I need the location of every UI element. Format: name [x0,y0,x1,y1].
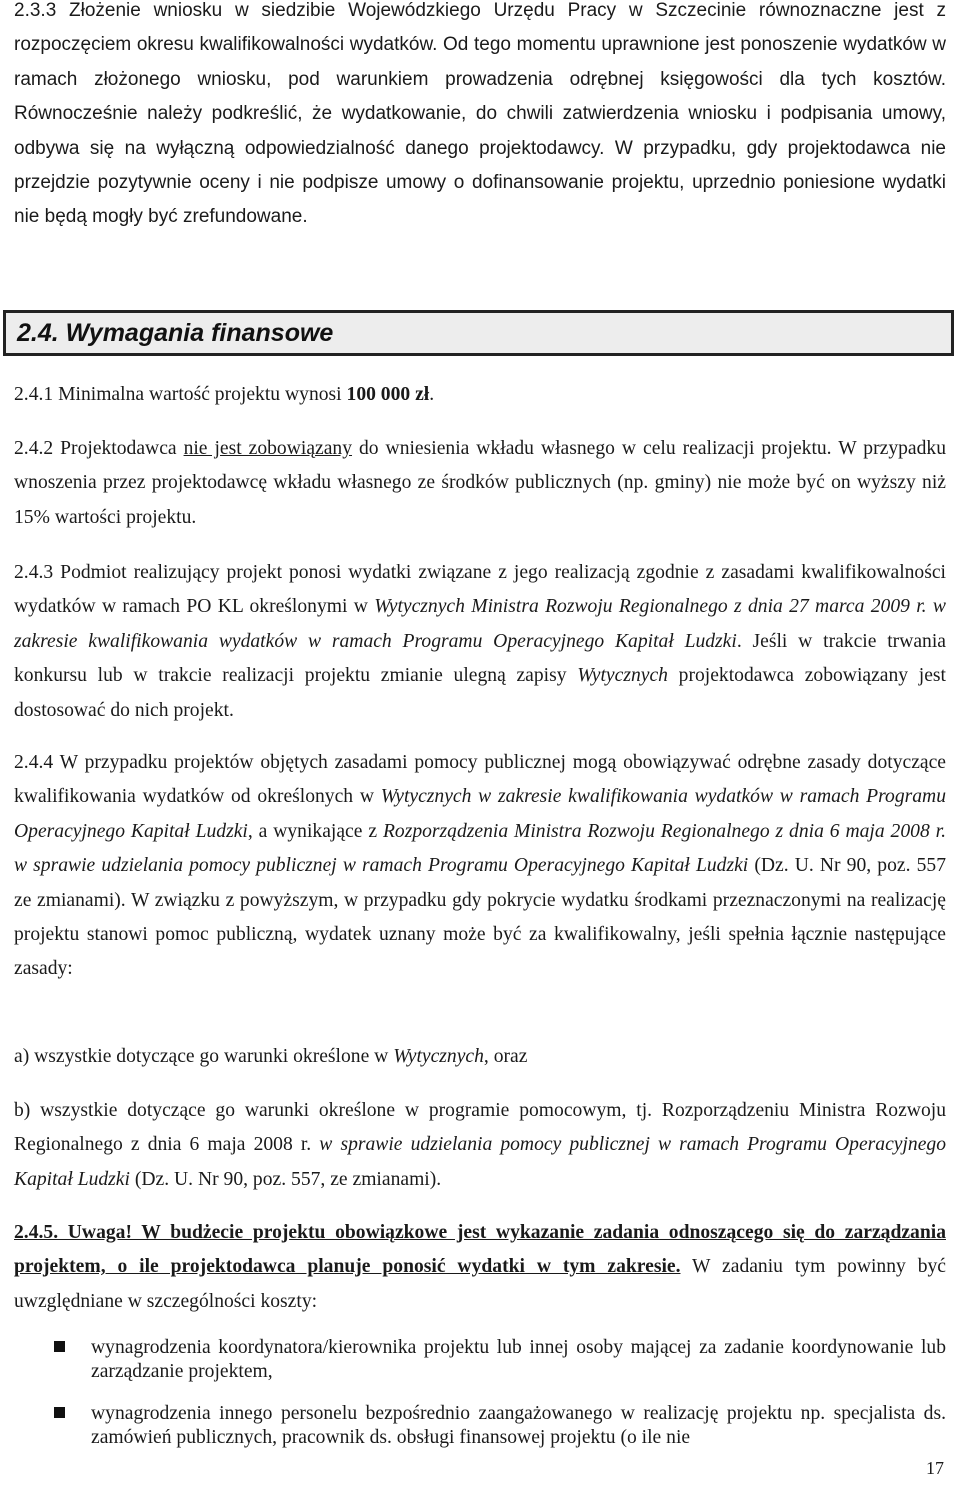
paragraph-2-4-5-text: W zadaniu tym powinny być uwzględniane w szczególności koszty: [14,1256,946,1312]
square-bullet-icon [54,1341,65,1352]
square-bullet-icon [54,1407,65,1418]
paragraph-2-4-4-t3: (Dz. U. Nr 90, poz. 557 ze zmianami). W związku z powyższym, w przypadku gdy pokrycie wydatku środkami przeznaczonymi na realizację projektu stanowi pomoc publiczną, wydatek uznany może być za kwalifikowalny, jeśli spełnia łącznie następujące zasady: [14,855,946,980]
paragraph-2-3-3: 2.3.3 Złożenie wniosku w siedzibie Wojewódzkiego Urzędu Pracy w Szczecinie równoznaczne jest z rozpoczęciem okresu kwalifikowalności wydatków. Od tego momentu uprawnione jest ponoszenie wydatków w ramach złożonego wniosku, pod warunkiem prowadzenia odrębnej księgowości dla tych kosztów. Równocześnie należy podkreślić, że wydatkowanie, do chwili zatwierdzenia wniosku i podpisania umowy, odbywa się na wyłączną odpowiedzialność danego projektodawcy. W przypadku, gdy projektodawca nie przejdzie pozytywnie oceny i nie podpisze umowy o dofinansowanie projektu, uprzednio poniesione wydatki nie będą mogły być zrefundowane. [14,0,946,228]
not-obliged-underlined: nie jest zobowiązany [183,438,353,459]
paragraph-2-4-1-end: . [429,384,435,405]
bullet-item [14,1336,946,1384]
paragraph-2-4-3-i1: Wytycznych Ministra Rozwoju Regionalnego z dnia 27 marca 2009 r. w zakresie kwalifikowania wydatków w ramach Programu Operacyjnego Kapitał Ludzki [14,596,946,652]
paragraph-2-4-2-text-a: 2.4.2 Projektodawca [14,438,184,459]
paragraph-2-4-3-i2: Wytycznych [577,665,668,687]
list-item-b-t2: (Dz. U. Nr 90, poz. 557, ze zmianami). [129,1168,442,1190]
list-item-b [14,1094,946,1197]
section-heading: 2.4. Wymagania finansowe [17,319,334,347]
paragraph-2-4-4-i1: Wytycznych w zakresie kwalifikowania wydatków w ramach Programu Operacyjnego Kapitał Ludzki [14,786,946,842]
notice-bold-underlined: 2.4.5. Uwaga! W budżecie projektu obowiązkowe jest wykazanie zadania odnoszącego się do zarządzania projektem, o ile projektodawca planuje ponosić wydatki w tym zakresie. [14,1222,946,1278]
minimum-value-amount: 100 000 zł [346,384,430,405]
section-heading-box [3,310,954,356]
paragraph-2-4-4-i2: Rozporządzenia Ministra Rozwoju Regionalnego z dnia 6 maja 2008 r. w sprawie udzielania pomocy publicznej w ramach Programu Operacyjnego Kapitał Ludzki [14,820,946,877]
list-item-b-i1: w sprawie udzielania pomocy publicznej w ramach Programu Operacyjnego Kapitał Ludzki [14,1134,946,1190]
list-item-a [14,1040,946,1074]
paragraph-2-4-2-text-b: do wniesienia wkładu własnego w celu realizacji projektu. W przypadku wnoszenia przez projektodawcę wkładu własnego ze środków publicznych (np. gminy) nie może być on wyższy niż 15% wartości projektu. [14,438,946,528]
paragraph-2-4-5 [14,1216,946,1319]
paragraph-2-4-1 [14,378,946,412]
bullet-text: wynagrodzenia koordynatora/kierownika projektu lub innej osoby mającej za zadanie koordynowanie lub zarządzanie projektem, [91,1337,946,1382]
paragraph-2-4-4 [14,746,946,987]
paragraph-2-4-1-text: 2.4.1 Minimalna wartość projektu wynosi [14,384,347,405]
bullet-text: wynagrodzenia innego personelu bezpośrednio zaangażowanego w realizację projektu np. specjalista ds. zamówień publicznych, pracownik ds. obsługi finansowej projektu (o ile nie [91,1403,946,1448]
list-item-b-t1: b) wszystkie dotyczące go warunki określone w programie pomocowym, tj. Rozporządzeniu Ministra Rozwoju Regionalnego z dnia 6 maja 2008 r. [14,1100,946,1156]
page-number: 17 [926,1458,944,1478]
paragraph-2-4-4-t2: , a wynikające z [247,820,383,842]
list-item-a-i1: Wytycznych [393,1046,484,1067]
paragraph-2-4-3-t1: 2.4.3 Podmiot realizujący projekt ponosi wydatki związane z jego realizacją zgodnie z zasadami kwalifikowalności wydatków w ramach PO KL określonymi w [14,562,946,618]
paragraph-2-4-3-t2: . Jeśli w trakcie trwania konkursu lub w trakcie realizacji projektu zmianie ulegną zapisy [14,630,946,687]
bullet-item [14,1402,946,1450]
list-item-a-t1: a) wszystkie dotyczące go warunki określone w [14,1046,394,1067]
paragraph-2-4-2 [14,432,946,535]
list-item-a-t2: , oraz [483,1046,528,1067]
cost-bullet-list [14,1336,946,1468]
paragraph-2-4-4-t1: 2.4.4 W przypadku projektów objętych zasadami pomocy publicznej mogą obowiązywać odrębne zasady dotyczące kwalifikowania wydatków od określonych w [14,752,946,808]
paragraph-2-4-3 [14,556,946,728]
paragraph-2-4-3-t3: projektodawca zobowiązany jest dostosować do nich projekt. [14,665,946,721]
